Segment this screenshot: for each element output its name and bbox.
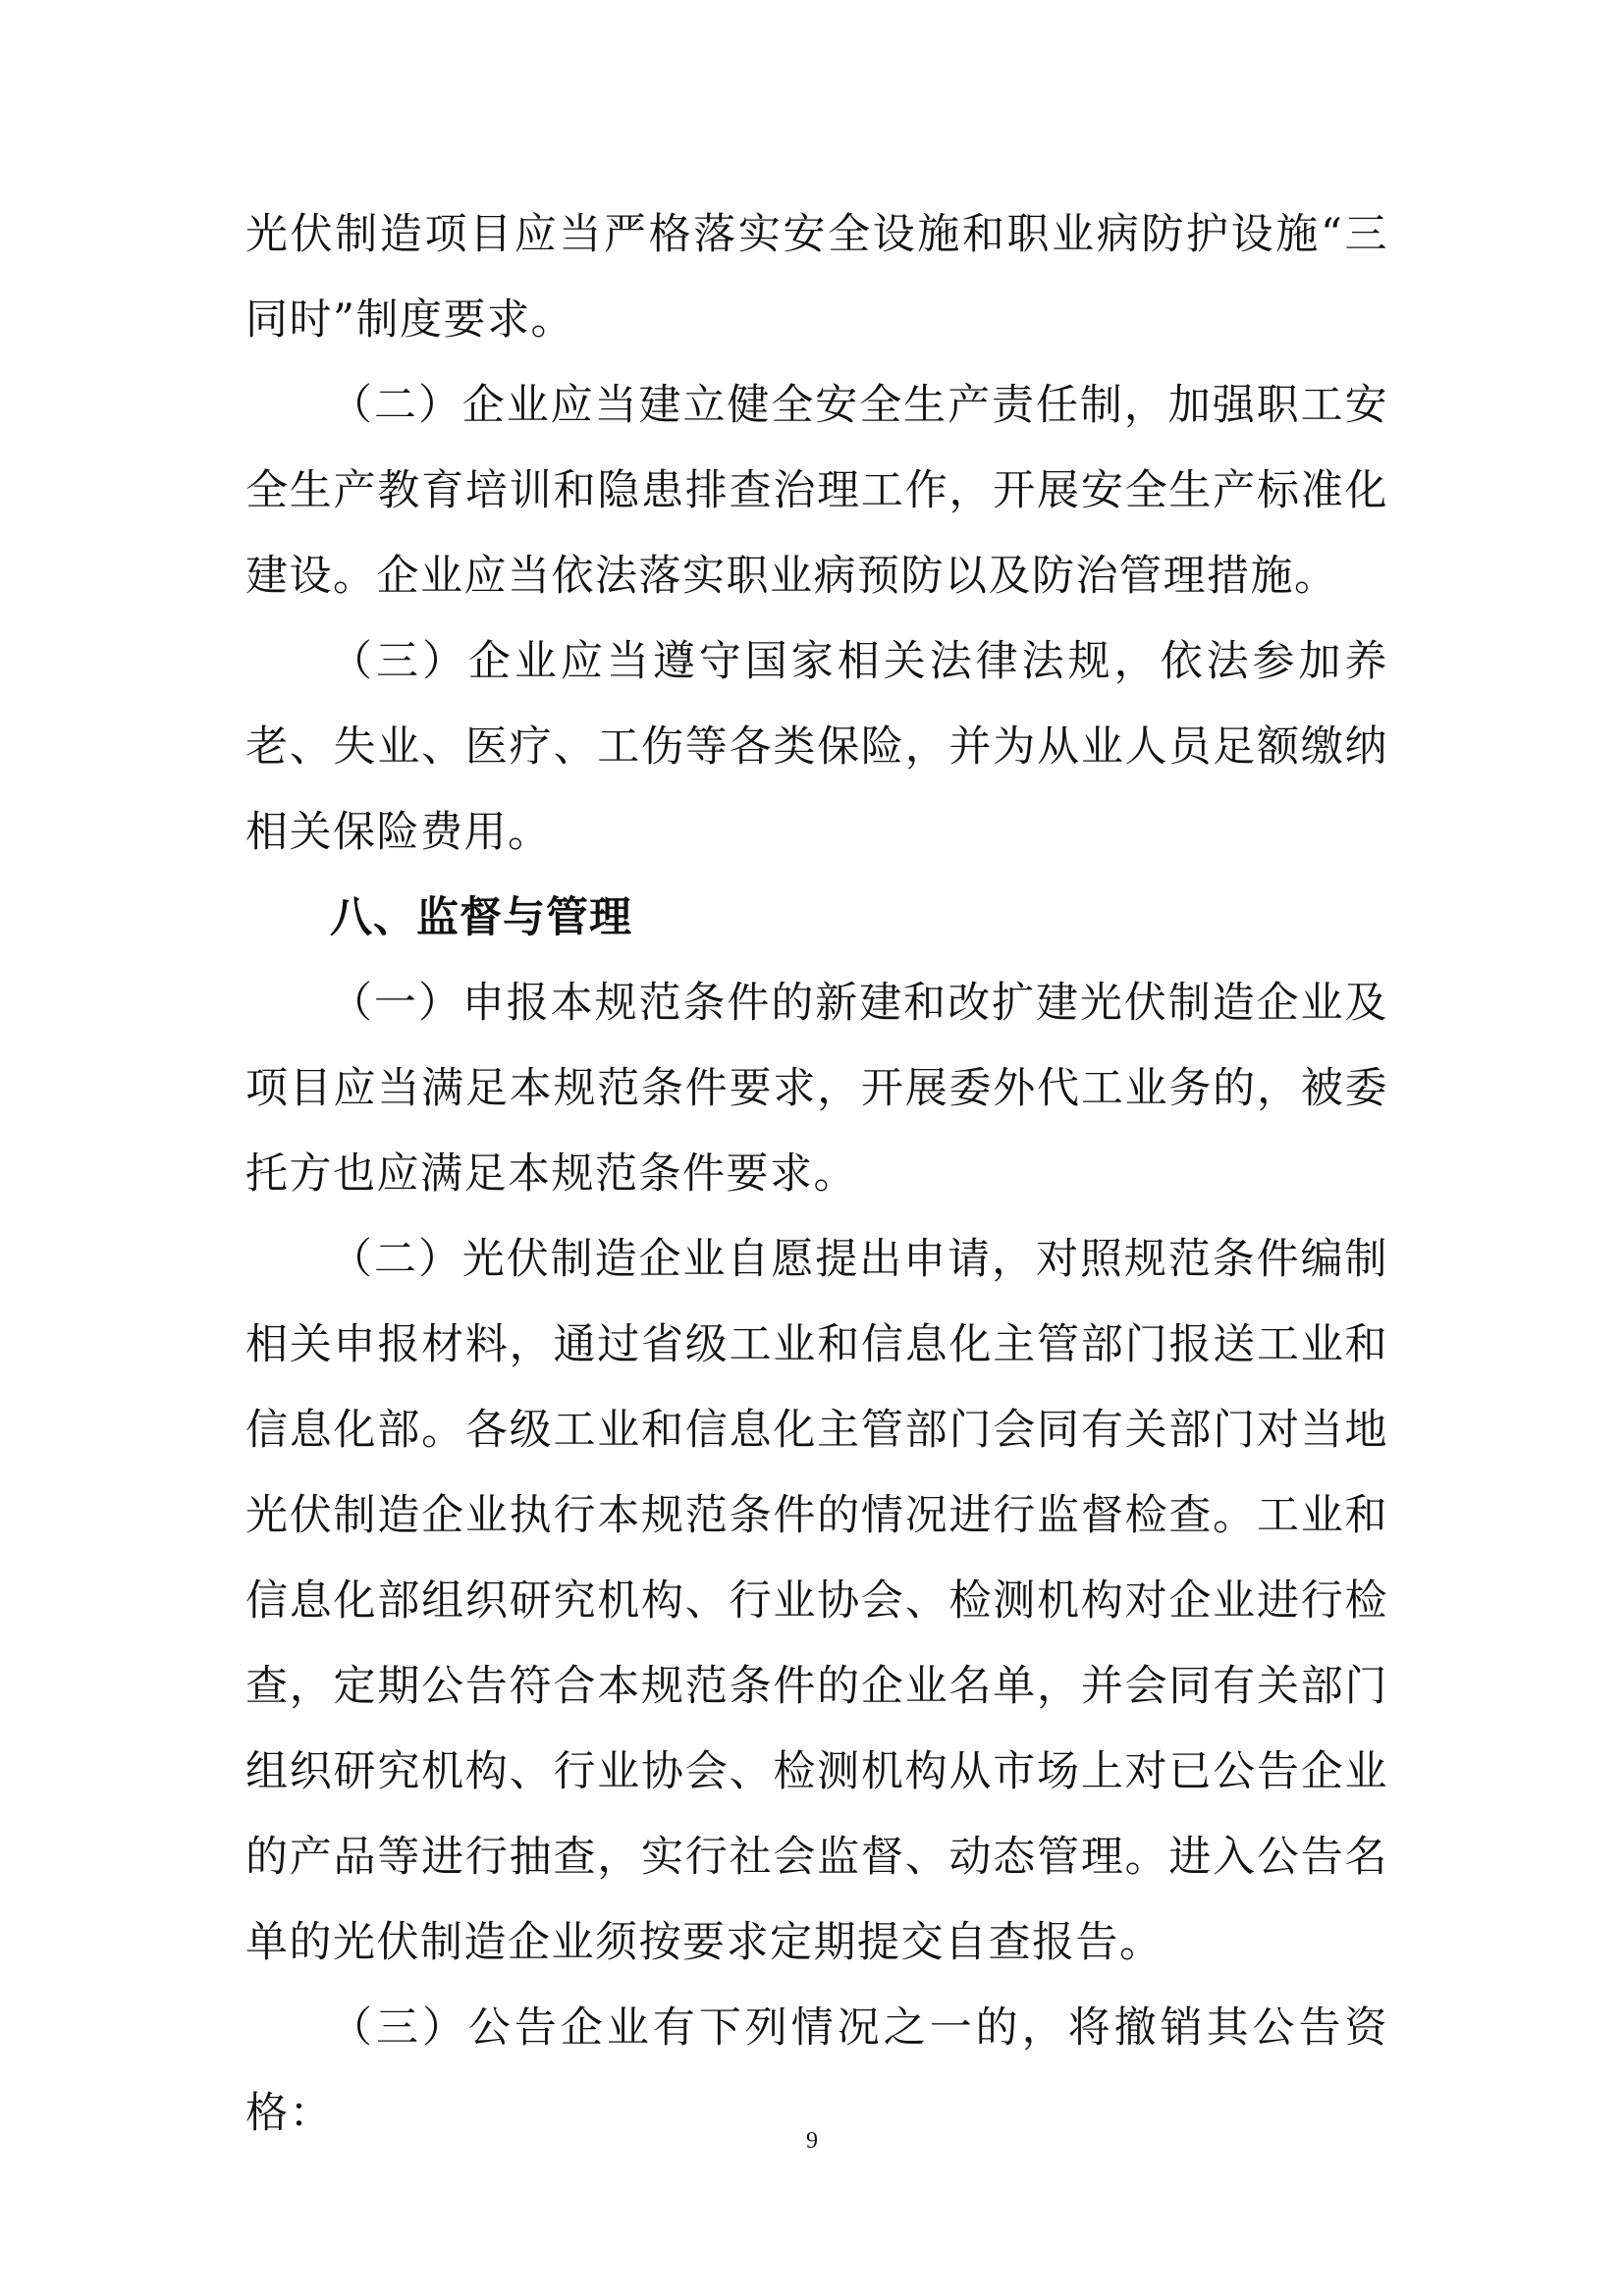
paragraph-continuation: 光伏制造项目应当严格落实安全设施和职业病防护设施“三同时”制度要求。 [245, 210, 1388, 345]
section-heading: 八、监督与管理 [330, 893, 632, 942]
document-body [245, 192, 1388, 2157]
page-number: 9 [806, 2128, 818, 2154]
paragraph-insurance: （三）企业应当遵守国家相关法律法规，依法参加养老、失业、医疗、工伤等各类保险，并为从业人员足额缴纳相关保险费用。 [245, 637, 1388, 857]
paragraph-application-requirements: （一）申报本规范条件的新建和改扩建光伏制造企业及项目应当满足本规范条件要求，开展委外代工业务的，被委托方也应满足本规范条件要求。 [245, 979, 1388, 1199]
paragraph-safety-responsibility: （二）企业应当建立健全安全生产责任制，加强职工安全生产教育培训和隐患排查治理工作，开展安全生产标准化建设。企业应当依法落实职业病预防以及防治管理措施。 [245, 381, 1388, 601]
paragraph-revocation: （三）公告企业有下列情况之一的，将撤销其公告资格： [245, 2003, 1388, 2138]
paragraph-supervision-process: （二）光伏制造企业自愿提出申请，对照规范条件编制相关申报材料，通过省级工业和信息化主管部门报送工业和信息化部。各级工业和信息化主管部门会同有关部门对当地光伏制造企业执行本规范条件的情况进行监督检查。工业和信息化部组织研究机构、行业协会、检测机构对企业进行检查，定期公告符合本规范条件的企业名单，并会同有关部门组织研究机构、行业协会、检测机构从市场上对已公告企业的产品等进行抽查，实行社会监督、动态管理。进入公告名单的光伏制造企业须按要求定期提交自查报告。 [245, 1235, 1388, 1967]
